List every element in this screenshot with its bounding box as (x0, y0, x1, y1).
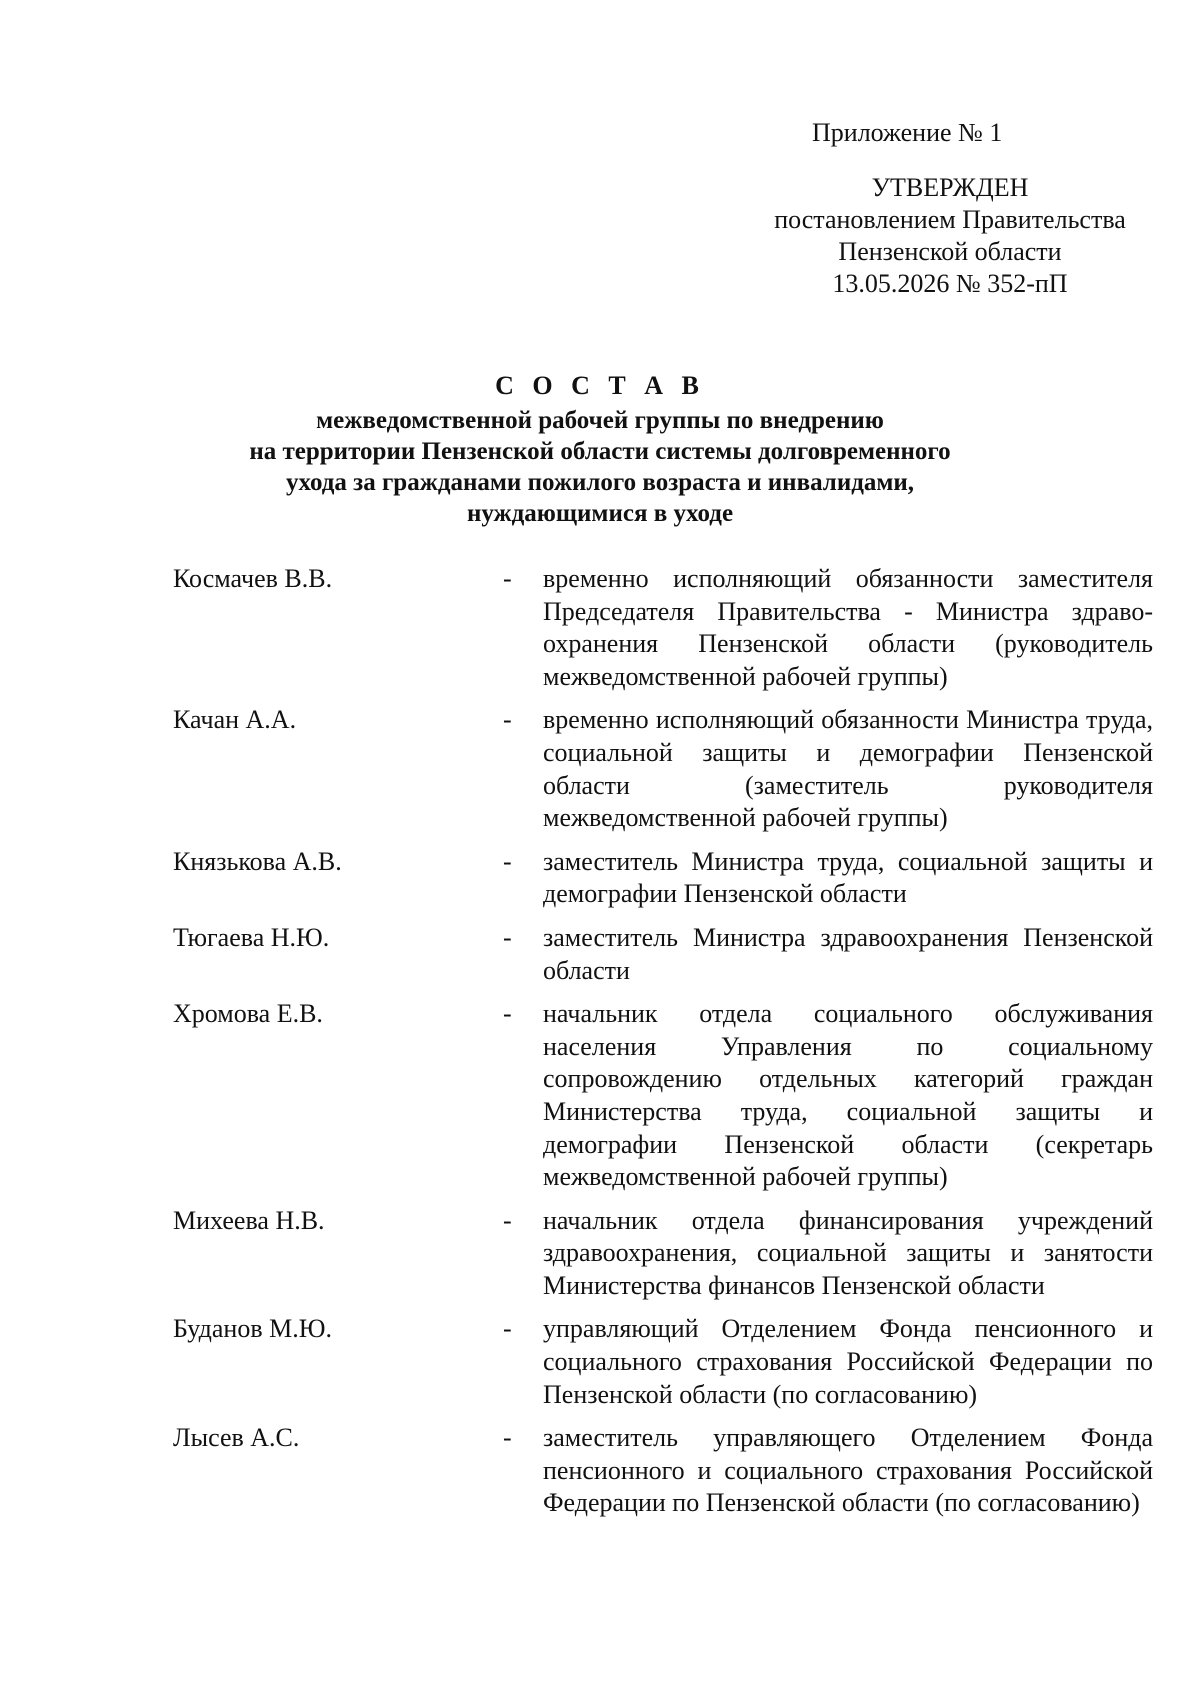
approval-title: УТВЕРЖДЕН (871, 173, 1029, 202)
document-title (150, 370, 1050, 529)
member-name: Михеева Н.В. (173, 1205, 325, 1235)
member-dash: - (503, 922, 512, 952)
member-dash: - (503, 564, 512, 593)
member-row (173, 1422, 1173, 1520)
member-row (173, 704, 1173, 834)
member-role: временно исполняющий обязанности Министра труда, социальной защиты и демографии Пензенской области (заместитель руководителя межведомственной рабочей группы) (543, 705, 1153, 833)
member-name: Князькова А.В. (173, 846, 342, 876)
member-name: Качан А.А. (173, 705, 297, 735)
member-name: Тюгаева Н.Ю. (173, 922, 330, 952)
approval-region: Пензенской области (838, 237, 1062, 266)
member-role: временно исполняющий обязанности заместителя Председателя Правительства - Министра здравоохранения Пензенской области (руководитель межведомственной рабочей группы) (543, 564, 1153, 691)
member-row (173, 1205, 1173, 1303)
member-row (173, 563, 1173, 693)
title-line: на территории Пензенской области системы долговременного (249, 438, 951, 465)
member-row (173, 998, 1173, 1194)
member-dash: - (503, 705, 512, 735)
member-row (173, 846, 1173, 911)
member-role: заместитель Министра труда, социальной защиты и демографии Пензенской области (543, 846, 1153, 909)
member-name: Хромова Е.В. (173, 999, 323, 1029)
members-list (173, 563, 1173, 1531)
title-line: ухода за гражданами пожилого возраста и инвалидами, (285, 469, 915, 496)
member-dash: - (503, 1423, 512, 1453)
member-row (173, 1313, 1173, 1411)
member-dash: - (503, 846, 512, 876)
member-name: Лысев А.С. (173, 1423, 300, 1453)
title-heading: С О С Т А В (495, 371, 705, 400)
appendix-label: Приложение № 1 (812, 118, 1003, 147)
member-role: заместитель Министра здравоохранения Пензенской области (543, 922, 1153, 985)
member-name: Космачев В.В. (173, 564, 333, 593)
title-line: межведомственной рабочей группы по внедрению (316, 407, 884, 434)
member-dash: - (503, 999, 512, 1029)
approval-stamp-block (700, 172, 1200, 300)
member-role: начальник отдела социального обслуживания населения Управления по социальному сопровождению отдельных категорий граждан Министерства труда, социальной защиты и демографии Пензенской области (секретарь межведомственной рабочей группы) (543, 999, 1153, 1192)
member-role: заместитель управляющего Отделением Фонда пенсионного и социального страхования Российской Федерации по Пензенской области (по согласованию) (543, 1423, 1153, 1518)
member-dash: - (503, 1314, 512, 1344)
member-role: начальник отдела финансирования учреждений здравоохранения, социальной защиты и занятости Министерства финансов Пензенской области (543, 1205, 1153, 1300)
approval-date-number: 13.05.2026 № 352-пП (832, 269, 1068, 298)
member-role: управляющий Отделением Фонда пенсионного и социального страхования Российской Федерации по Пензенской области (по согласованию) (543, 1314, 1153, 1409)
approval-issuer: постановлением Правительства (774, 205, 1126, 234)
member-dash: - (503, 1205, 512, 1235)
member-row (173, 922, 1173, 987)
title-line: нуждающимися в уходе (466, 500, 734, 527)
member-name: Буданов М.Ю. (173, 1314, 332, 1344)
